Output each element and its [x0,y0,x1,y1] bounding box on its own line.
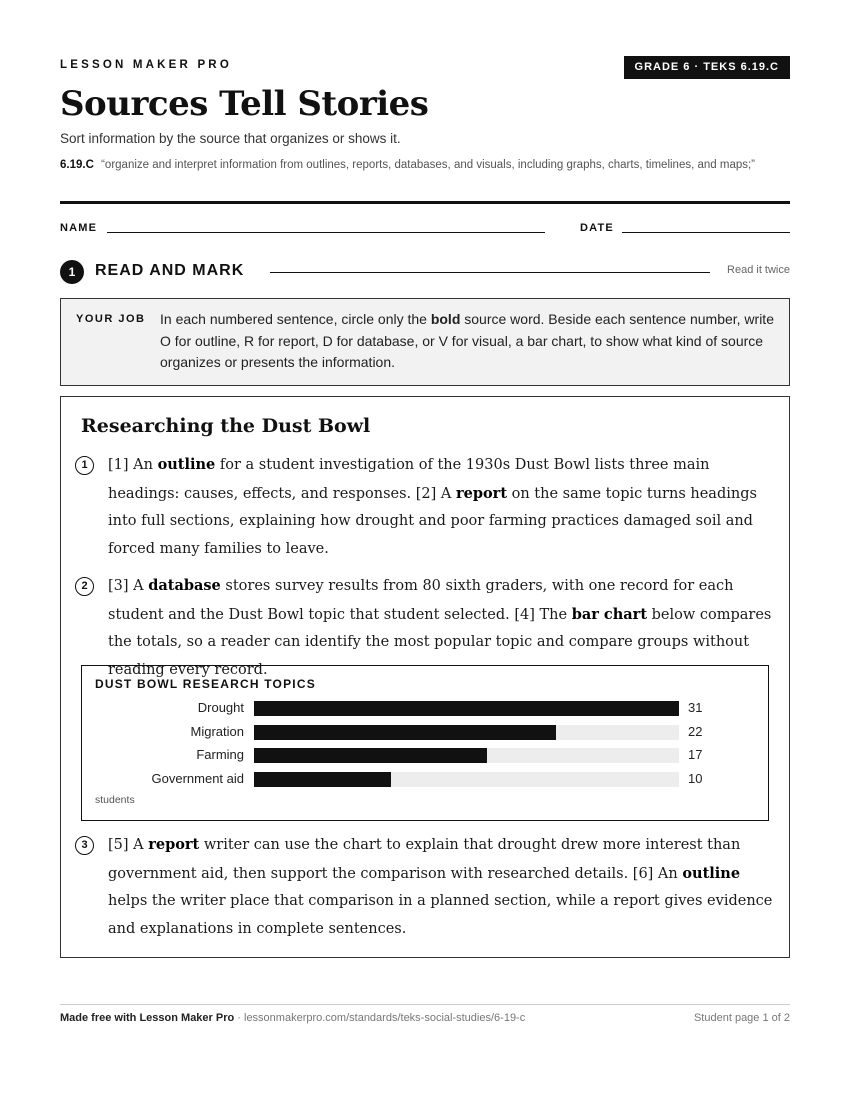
section-number-badge: 1 [60,260,84,284]
bar [254,748,487,763]
paragraph-number: 3 [75,836,94,855]
name-label: NAME [60,222,98,234]
paragraph-text-segment: stores survey results from 80 sixth graders, with one record for each student and the Dust Bowl topic that student selected. [4] The [108,578,734,623]
chart-title: DUST BOWL RESEARCH TOPICS [95,677,316,691]
paragraph-text-segment: writer can use the chart to explain that drought drew more interest than government aid, then support the comparison with researched details. [6] An [108,837,741,882]
bar-category-label: Farming [196,747,244,762]
bar-chart [81,665,769,821]
bar-track [254,725,679,740]
paragraph-text [108,451,776,563]
instructions-bold-word: bold [430,311,461,327]
bar-value-label: 10 [688,770,703,786]
brand-name: LESSON MAKER PRO [60,59,232,71]
date-field[interactable] [622,232,790,233]
top-bar [60,56,790,80]
source-word[interactable]: outline [157,456,216,473]
header-divider [60,201,790,204]
bar-value-label: 17 [688,747,703,762]
reading-passage-box [60,396,790,958]
passage-title: Researching the Dust Bowl [81,415,371,437]
instructions-text-part: source word. Beside each sentence number, write O for outline, R for report, D for database, or V for visual, a bar chart, to show what kind of source organizes or presents the information. [160,311,774,370]
footer-made-with: Made free with Lesson Maker Pro [60,1012,235,1024]
instructions-box [60,298,790,386]
bar [254,772,391,787]
chart-row [82,700,768,716]
date-label: DATE [580,222,614,234]
chart-unit-label: students [95,794,135,806]
paragraph-number: 1 [75,456,94,475]
source-word[interactable]: report [456,484,508,502]
standard-text: “organize and interpret information from outlines, reports, databases, and visuals, including graphs, charts, timelines, and maps;” [101,159,756,171]
source-word[interactable]: outline [682,864,741,882]
bar-category-label: Government aid [151,770,244,786]
footer-divider [60,1004,790,1005]
chart-row [82,747,768,763]
paragraph-text-segment: [1] An [108,457,158,473]
bar-track [254,772,679,787]
paragraph-text-segment: [3] A [108,578,149,594]
source-word[interactable]: report [148,836,200,853]
footer-url[interactable]: · lessonmakerpro.com/standards/teks-social-studies/6-19-c [234,1012,526,1024]
footer-credit [60,1012,525,1024]
bar [254,725,556,740]
paragraph-text-segment: helps the writer place that comparison in a planned section, while a report gives evidence and explanations in complete sentences. [108,893,773,937]
paragraph-text [108,831,776,943]
paragraph-text-segment: [5] A [108,837,149,853]
footer-page-number: Student page 1 of 2 [693,1012,790,1024]
bar [254,701,679,716]
name-field[interactable] [107,232,545,233]
name-date-row [60,222,790,236]
paragraph-text-segment: on the same topic turns headings into full sections, explaining how drought and poor farming practices damaged soil and forced many families to leave. [108,485,757,557]
bar-track [254,748,679,763]
bar-category-label: Migration [190,723,244,739]
bar-value-label: 31 [688,700,703,715]
source-word[interactable]: bar chart [571,605,648,623]
section-header [60,260,790,284]
paragraph-text-segment: for a student investigation of the 1930s Dust Bowl lists three main headings: causes, effects, and responses. [2] A [108,457,710,502]
chart-row [82,771,768,787]
page-title: Sources Tell Stories [60,84,429,124]
chart-row [82,724,768,740]
paragraph-text-segment: below compares the totals, so a reader can identify the most popular topic and compare groups without reading every record. [108,606,772,678]
section-note: Read it twice [727,264,790,276]
bar-track [254,701,679,716]
instructions-label: YOUR JOB [76,313,146,325]
bar-category-label: Drought [197,700,244,715]
standard-code: 6.19.C [60,159,94,171]
grade-badge: GRADE 6 · TEKS 6.19.C [624,56,790,79]
bar-value-label: 22 [688,723,703,739]
instructions-text [160,309,775,374]
section-rule [270,272,710,273]
instructions-text-part: In each numbered sentence, circle only the [160,311,431,327]
section-title: READ AND MARK [95,262,245,279]
paragraph-number: 2 [75,577,94,596]
source-word[interactable]: database [148,577,221,594]
standard-description [60,157,790,174]
page-subtitle: Sort information by the source that organizes or shows it. [60,131,401,146]
